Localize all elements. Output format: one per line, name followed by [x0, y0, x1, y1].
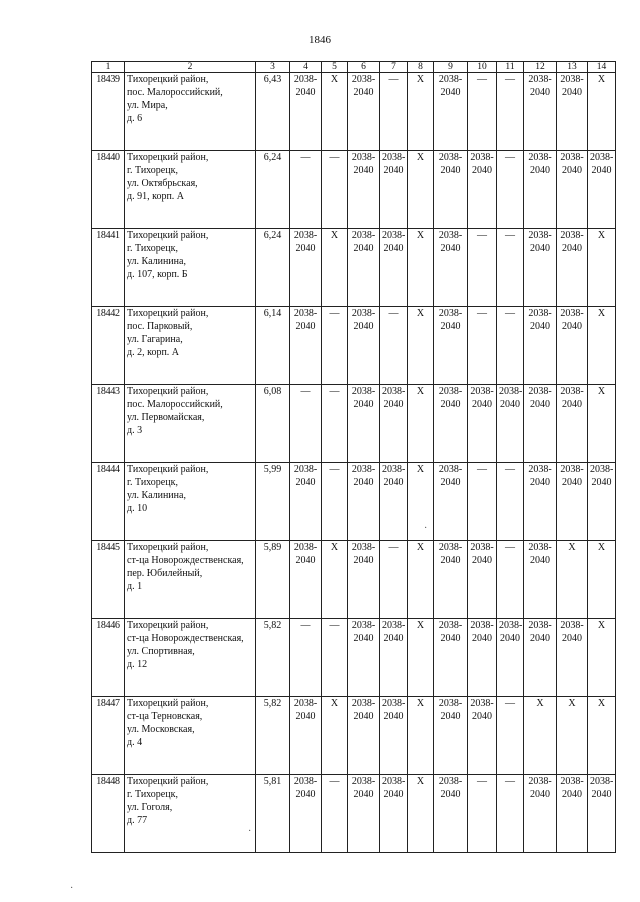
schedule-cell: 2038- 2040 [290, 697, 322, 775]
schedule-cell: 2038- 2040 [524, 151, 557, 229]
schedule-cell: X [408, 73, 434, 151]
schedule-cell: X [588, 619, 616, 697]
schedule-cell: 2038- 2040 [348, 775, 380, 853]
address-cell: Тихорецкий район, пос. Парковый, ул. Гагарина, д. 2, корп. А [125, 307, 256, 385]
address-cell: Тихорецкий район, пос. Малороссийский, ул. Мира, д. 6 [125, 73, 256, 151]
schedule-cell: 2038- 2040 [380, 775, 408, 853]
schedule-cell: — [497, 73, 524, 151]
record-number-cell: 18445 [92, 541, 125, 619]
schedule-cell: X [588, 73, 616, 151]
schedule-cell: 2038- 2040 [348, 541, 380, 619]
column-number: 8 [408, 62, 434, 73]
schedule-cell: X [408, 151, 434, 229]
record-number-cell: 18448 [92, 775, 125, 853]
column-number: 10 [468, 62, 497, 73]
schedule-cell: — [468, 229, 497, 307]
schedule-cell: X [408, 229, 434, 307]
schedule-cell: — [468, 307, 497, 385]
schedule-cell: 2038- 2040 [380, 463, 408, 541]
schedule-cell: 2038- 2040 [434, 385, 468, 463]
area-cell: 5,82 [256, 697, 290, 775]
schedule-cell: 2038- 2040 [524, 229, 557, 307]
schedule-cell: — [290, 619, 322, 697]
schedule-cell: 2038- 2040 [380, 151, 408, 229]
table-row [92, 229, 616, 307]
column-number: 7 [380, 62, 408, 73]
schedule-cell: 2038- 2040 [468, 151, 497, 229]
schedule-cell: 2038- 2040 [290, 541, 322, 619]
schedule-cell: 2038- 2040 [380, 697, 408, 775]
schedule-cell: 2038- 2040 [348, 697, 380, 775]
schedule-cell: 2038- 2040 [348, 307, 380, 385]
address-cell: Тихорецкий район, г. Тихорецк, ул. Гоголя, д. 77 [125, 775, 256, 853]
schedule-cell: 2038- 2040 [557, 775, 588, 853]
schedule-cell: 2038- 2040 [497, 385, 524, 463]
table-row [92, 73, 616, 151]
area-cell: 5,82 [256, 619, 290, 697]
schedule-cell: X [322, 73, 348, 151]
schedule-cell: X [588, 307, 616, 385]
schedule-cell: X [322, 229, 348, 307]
schedule-cell: — [497, 307, 524, 385]
record-number-cell: 18444 [92, 463, 125, 541]
schedule-cell: 2038- 2040 [348, 73, 380, 151]
schedule-cell: 2038- 2040 [380, 619, 408, 697]
page-number: 1846 [309, 34, 331, 46]
column-number: 3 [256, 62, 290, 73]
schedule-cell: X [588, 229, 616, 307]
column-number: 11 [497, 62, 524, 73]
area-cell: 6,24 [256, 151, 290, 229]
table-row [92, 775, 616, 853]
schedule-cell: X [408, 619, 434, 697]
schedule-cell: X [557, 697, 588, 775]
schedule-cell: — [380, 541, 408, 619]
schedule-cell: — [322, 463, 348, 541]
area-cell: 6,43 [256, 73, 290, 151]
schedule-cell: — [322, 775, 348, 853]
schedule-cell: — [322, 307, 348, 385]
schedule-cell: 2038- 2040 [468, 385, 497, 463]
schedule-cell: 2038- 2040 [380, 229, 408, 307]
address-cell: Тихорецкий район, г. Тихорецк, ул. Калинина, д. 107, корп. Б [125, 229, 256, 307]
schedule-cell: 2038- 2040 [557, 229, 588, 307]
schedule-cell: X [588, 541, 616, 619]
schedule-cell: 2038- 2040 [290, 307, 322, 385]
area-cell: 6,08 [256, 385, 290, 463]
schedule-cell: 2038- 2040 [468, 697, 497, 775]
record-number-cell: 18443 [92, 385, 125, 463]
column-number: 4 [290, 62, 322, 73]
column-number: 12 [524, 62, 557, 73]
column-number: 6 [348, 62, 380, 73]
schedule-cell: — [497, 151, 524, 229]
schedule-cell: 2038- 2040 [434, 775, 468, 853]
schedule-cell: 2038- 2040 [588, 151, 616, 229]
column-number-row [92, 62, 616, 73]
schedule-cell: 2038- 2040 [290, 463, 322, 541]
schedule-cell: 2038- 2040 [348, 463, 380, 541]
table-row [92, 697, 616, 775]
schedule-cell: 2038- 2040 [557, 385, 588, 463]
schedule-cell: — [290, 151, 322, 229]
schedule-cell: 2038- 2040 [434, 619, 468, 697]
schedule-cell: 2038- 2040 [524, 73, 557, 151]
column-number: 9 [434, 62, 468, 73]
address-cell: Тихорецкий район, пос. Малороссийский, ул. Первомайская, д. 3 [125, 385, 256, 463]
record-number-cell: 18440 [92, 151, 125, 229]
table-body [92, 62, 616, 853]
stray-mark: · [424, 523, 428, 534]
area-cell: 5,89 [256, 541, 290, 619]
schedule-cell: 2038- 2040 [380, 385, 408, 463]
schedule-cell: — [380, 307, 408, 385]
address-cell: Тихорецкий район, ст-ца Новорождественская, пер. Юбилейный, д. 1 [125, 541, 256, 619]
schedule-cell: — [497, 775, 524, 853]
schedule-cell: 2038- 2040 [348, 619, 380, 697]
stray-mark: · [70, 883, 74, 894]
schedule-cell: X [408, 541, 434, 619]
address-cell: Тихорецкий район, г. Тихорецк, ул. Октябрьская, д. 91, корп. А [125, 151, 256, 229]
table-row [92, 151, 616, 229]
schedule-cell: — [380, 73, 408, 151]
schedule-cell: 2038- 2040 [588, 463, 616, 541]
schedule-cell: 2038- 2040 [348, 229, 380, 307]
schedule-cell: — [322, 619, 348, 697]
column-number: 14 [588, 62, 616, 73]
schedule-cell: X [322, 697, 348, 775]
address-cell: Тихорецкий район, г. Тихорецк, ул. Калинина, д. 10 [125, 463, 256, 541]
table-row [92, 619, 616, 697]
schedule-cell: — [468, 463, 497, 541]
schedule-cell: 2038- 2040 [497, 619, 524, 697]
schedule-cell: X [408, 463, 434, 541]
schedule-cell: 2038- 2040 [434, 307, 468, 385]
schedule-cell: 2038- 2040 [348, 385, 380, 463]
address-cell: Тихорецкий район, ст-ца Новорождественская, ул. Спортивная, д. 12 [125, 619, 256, 697]
schedule-cell: 2038- 2040 [290, 73, 322, 151]
schedule-cell: 2038- 2040 [557, 619, 588, 697]
schedule-cell: X [588, 697, 616, 775]
schedule-cell: 2038- 2040 [524, 385, 557, 463]
schedule-cell: 2038- 2040 [434, 463, 468, 541]
schedule-cell: — [497, 463, 524, 541]
schedule-cell: 2038- 2040 [557, 463, 588, 541]
record-number-cell: 18442 [92, 307, 125, 385]
schedule-cell: 2038- 2040 [524, 541, 557, 619]
schedule-cell: — [468, 73, 497, 151]
record-number-cell: 18441 [92, 229, 125, 307]
schedule-cell: 2038- 2040 [434, 541, 468, 619]
table-row [92, 463, 616, 541]
schedule-cell: 2038- 2040 [557, 73, 588, 151]
schedule-cell: 2038- 2040 [468, 619, 497, 697]
schedule-cell: 2038- 2040 [434, 73, 468, 151]
schedule-cell: 2038- 2040 [557, 307, 588, 385]
schedule-cell: 2038- 2040 [434, 151, 468, 229]
schedule-cell: 2038- 2040 [468, 541, 497, 619]
schedule-cell: 2038- 2040 [434, 229, 468, 307]
address-cell: Тихорецкий район, ст-ца Терновская, ул. Московская, д. 4 [125, 697, 256, 775]
schedule-cell: X [588, 385, 616, 463]
schedule-cell: X [408, 385, 434, 463]
schedule-cell: — [497, 229, 524, 307]
housing-register-table [91, 61, 616, 853]
schedule-cell: X [524, 697, 557, 775]
schedule-cell: X [408, 697, 434, 775]
stray-mark: · [248, 826, 252, 837]
schedule-cell: — [322, 151, 348, 229]
column-number: 13 [557, 62, 588, 73]
schedule-cell: 2038- 2040 [524, 619, 557, 697]
schedule-cell: — [497, 541, 524, 619]
column-number: 2 [125, 62, 256, 73]
schedule-cell: 2038- 2040 [290, 775, 322, 853]
area-cell: 5,81 [256, 775, 290, 853]
schedule-cell: 2038- 2040 [524, 307, 557, 385]
record-number-cell: 18447 [92, 697, 125, 775]
column-number: 5 [322, 62, 348, 73]
area-cell: 6,14 [256, 307, 290, 385]
table-row [92, 307, 616, 385]
schedule-cell: 2038- 2040 [524, 775, 557, 853]
schedule-cell: 2038- 2040 [434, 697, 468, 775]
schedule-cell: X [408, 775, 434, 853]
schedule-cell: 2038- 2040 [557, 151, 588, 229]
schedule-cell: X [322, 541, 348, 619]
schedule-cell: X [408, 307, 434, 385]
table-row [92, 541, 616, 619]
schedule-cell: — [468, 775, 497, 853]
area-cell: 5,99 [256, 463, 290, 541]
schedule-cell: 2038- 2040 [588, 775, 616, 853]
column-number: 1 [92, 62, 125, 73]
schedule-cell: 2038- 2040 [524, 463, 557, 541]
record-number-cell: 18439 [92, 73, 125, 151]
schedule-cell: X [557, 541, 588, 619]
table-row [92, 385, 616, 463]
record-number-cell: 18446 [92, 619, 125, 697]
area-cell: 6,24 [256, 229, 290, 307]
schedule-cell: — [322, 385, 348, 463]
schedule-cell: 2038- 2040 [348, 151, 380, 229]
schedule-cell: — [290, 385, 322, 463]
schedule-cell: — [497, 697, 524, 775]
schedule-cell: 2038- 2040 [290, 229, 322, 307]
